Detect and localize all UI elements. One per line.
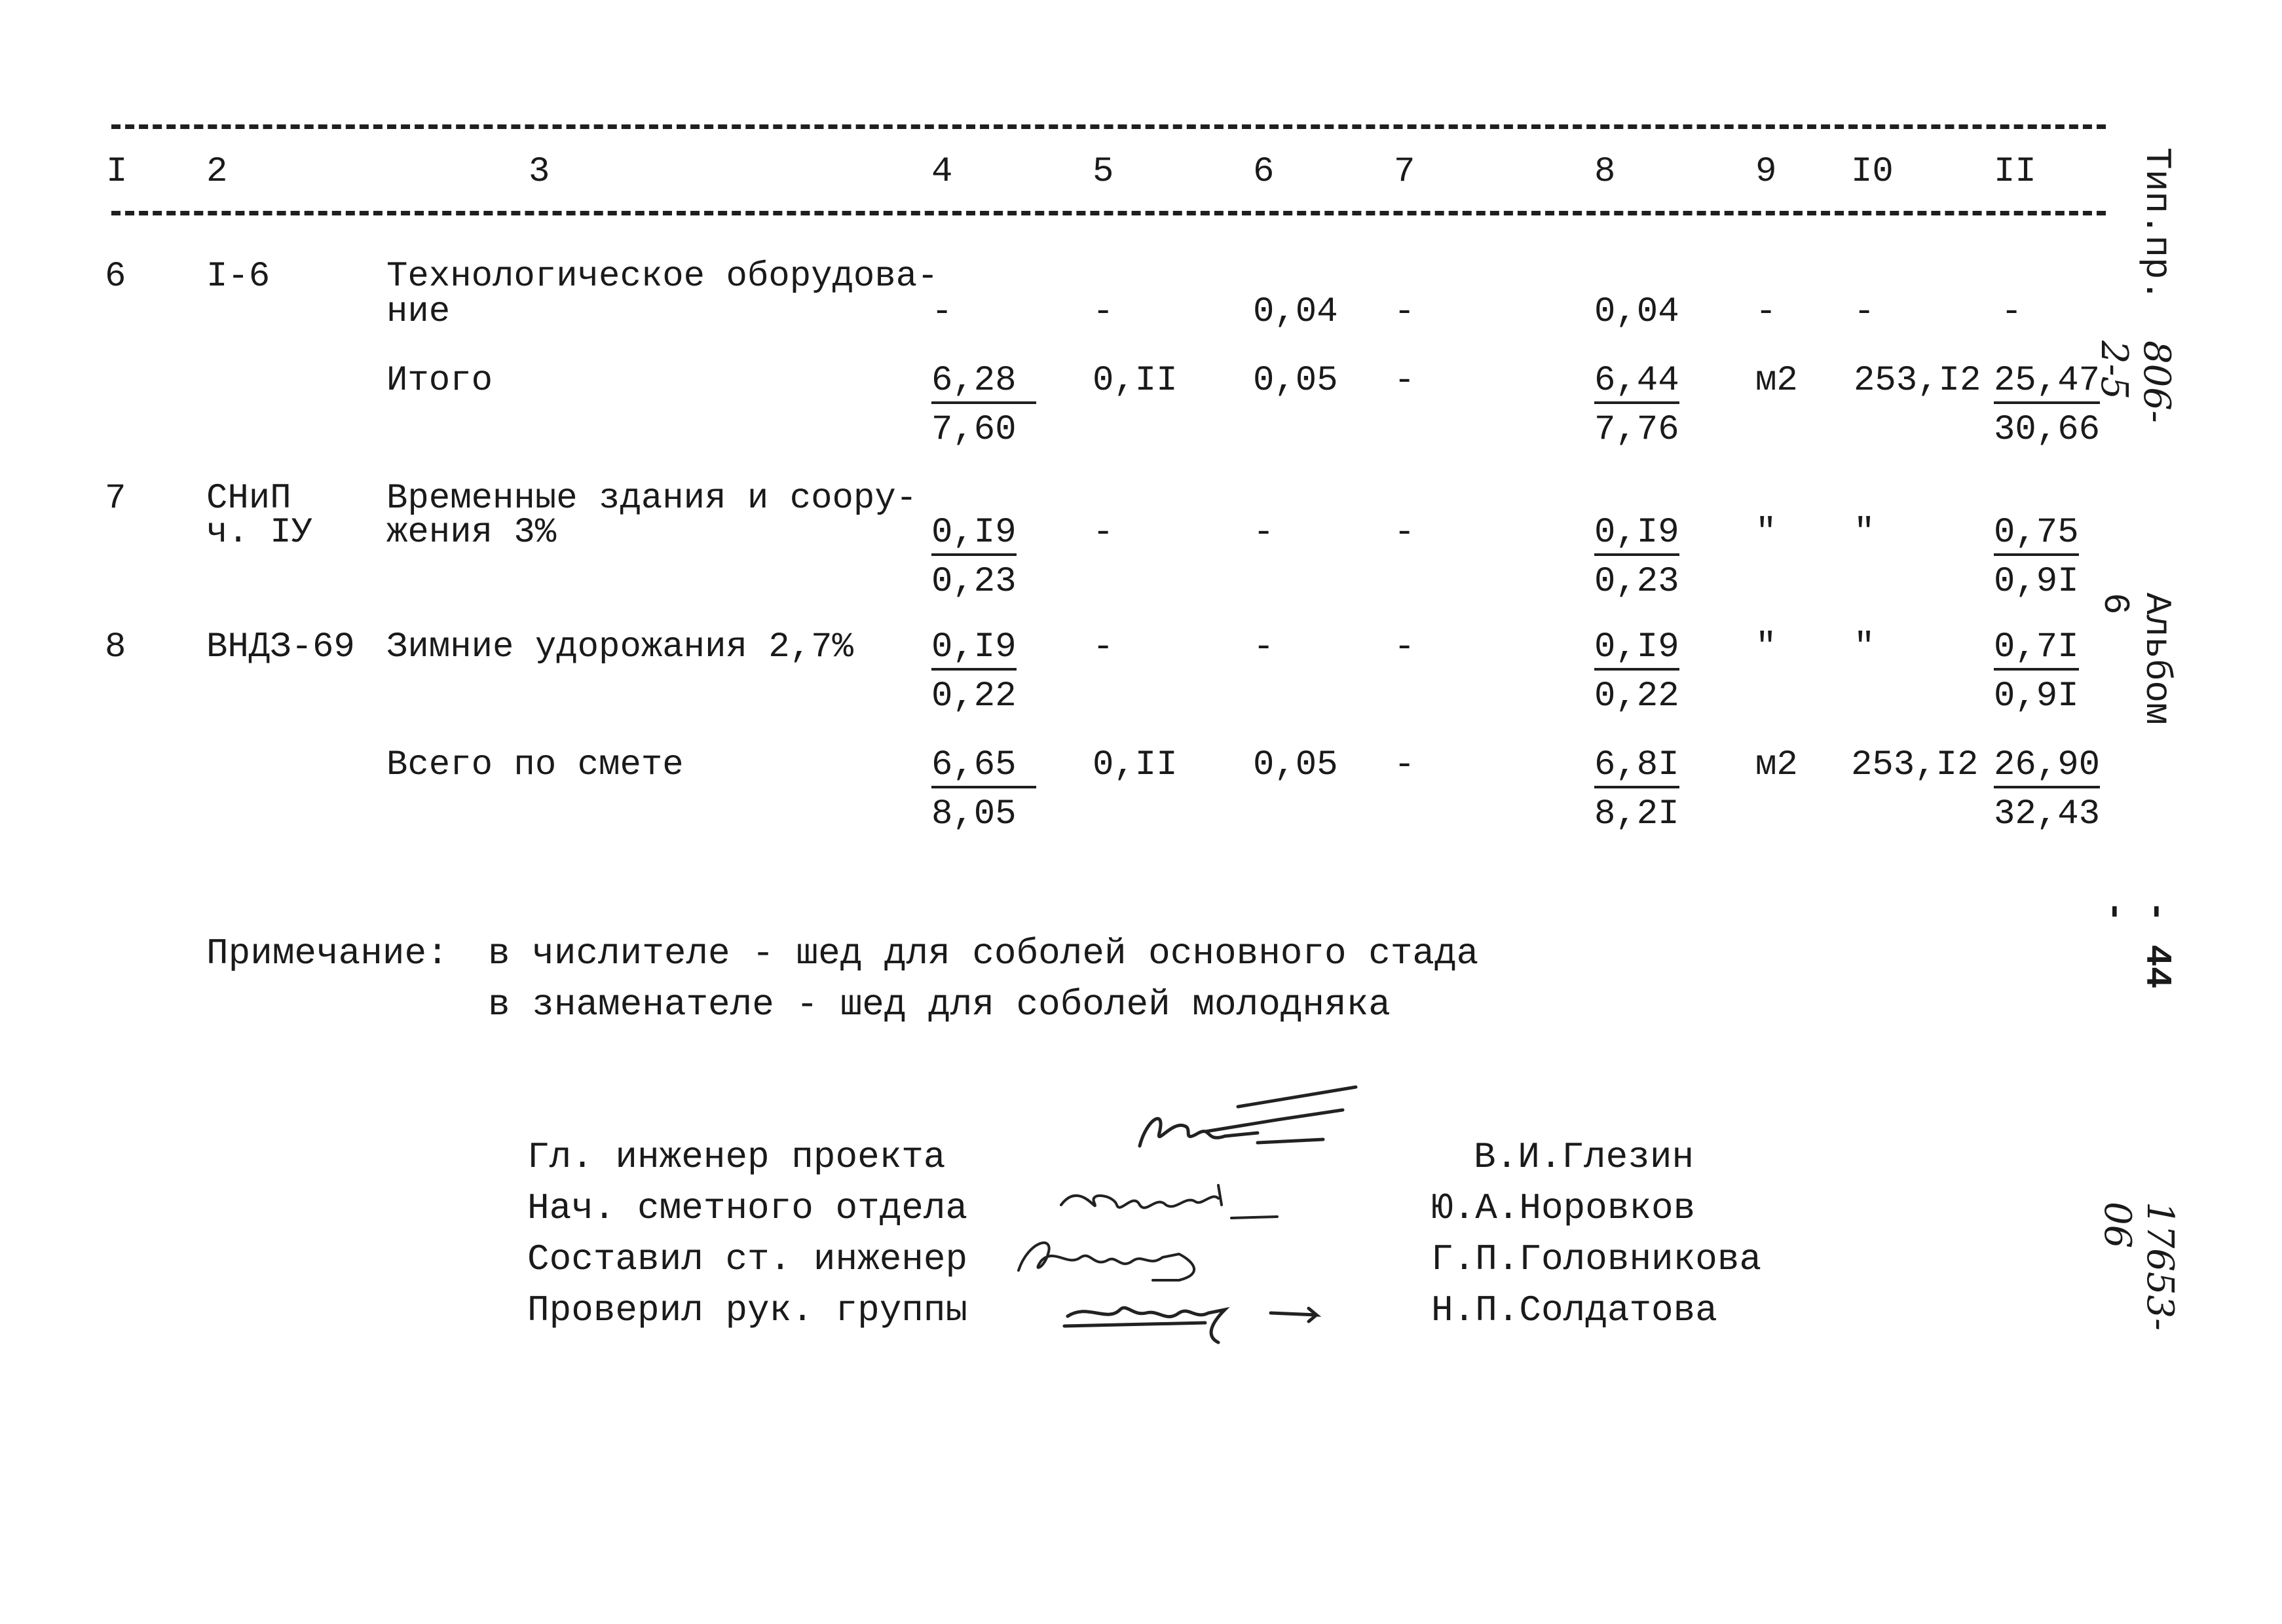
row-7-code-line2: ч. IУ (206, 513, 313, 553)
row-8-name: Зимние удорожания 2,7% (386, 627, 853, 667)
signature-name-compiler: Г.П.Головникова (1431, 1238, 1762, 1280)
row-7-c4-numerator: 0,I9 (931, 515, 1017, 556)
side-inventory-number: 17653-06 (2096, 1202, 2181, 1331)
row-6-code: I-6 (206, 257, 271, 297)
subtotal-c11-denominator: 30,66 (1994, 410, 2101, 450)
row-8-c11-numerator: 0,7I (1994, 630, 2079, 671)
subtotal-label: Итого (386, 361, 493, 401)
row-8-c6: - (1253, 627, 1275, 667)
row-6-c6: 0,04 (1253, 292, 1338, 332)
note-label: Примечание: (206, 932, 449, 974)
row-8-c4-numerator: 0,I9 (931, 630, 1017, 671)
row-7-c11-denominator: 0,9I (1994, 562, 2079, 602)
col-header-9: 9 (1755, 152, 1777, 192)
row-6-c9: - (1755, 292, 1777, 332)
row-7-c4-denominator: 0,23 (931, 562, 1017, 602)
col-header-7: 7 (1394, 152, 1415, 192)
col-header-2: 2 (206, 152, 228, 192)
subtotal-c11-numerator: 25,47 (1994, 363, 2100, 404)
row-8-c7: - (1394, 627, 1415, 667)
subtotal-c6: 0,05 (1253, 361, 1338, 401)
total-c10: 253,I2 (1851, 745, 1979, 785)
row-7-c10: " (1854, 513, 1875, 553)
total-c4-denominator: 8,05 (931, 794, 1017, 834)
row-7-number: 7 (105, 479, 126, 519)
side-project-number: 806-2-5 (2093, 341, 2178, 423)
subtotal-c9: м2 (1755, 361, 1798, 401)
subtotal-c7: - (1394, 361, 1415, 401)
handwritten-signature-1 (1127, 1080, 1375, 1159)
total-c11-numerator: 26,90 (1994, 748, 2100, 788)
side-project-label: Тип.пр. (2136, 147, 2178, 302)
signature-name-chief-engineer: В.И.Глезин (1474, 1136, 1694, 1178)
row-8-c9: " (1755, 627, 1777, 667)
total-c8-denominator: 8,2I (1594, 794, 1679, 834)
row-8-c8-numerator: 0,I9 (1594, 630, 1679, 671)
col-header-5: 5 (1093, 152, 1114, 192)
header-top-rule (111, 124, 2106, 129)
col-header-8: 8 (1594, 152, 1616, 192)
row-7-c6: - (1253, 513, 1275, 553)
total-label: Всего по смете (386, 745, 684, 785)
total-c5: 0,II (1093, 745, 1178, 785)
total-c4-numerator: 6,65 (931, 748, 1036, 788)
row-7-c5: - (1093, 513, 1114, 553)
header-bottom-rule (111, 211, 2106, 215)
row-6-c7: - (1394, 292, 1415, 332)
row-6-name-line1: Технологическое оборудова- (386, 257, 939, 297)
col-header-6: 6 (1253, 152, 1275, 192)
note-line2: в знаменателе - шед для соболей молодняка (488, 984, 1391, 1025)
row-6-c10: - (1854, 292, 1875, 332)
row-6-c5: - (1093, 292, 1114, 332)
signature-name-estimate-head: Ю.А.Норовков (1431, 1187, 1696, 1229)
row-7-c11-numerator: 0,75 (1994, 515, 2079, 556)
row-6-c8: 0,04 (1594, 292, 1679, 332)
total-c8-numerator: 6,8I (1594, 748, 1679, 788)
handwritten-signature-4 (1055, 1277, 1336, 1349)
signature-role-checker: Проверил рук. группы (527, 1289, 968, 1331)
total-c7: - (1394, 745, 1415, 785)
row-6-c11: - (2001, 292, 2023, 332)
row-7-c7: - (1394, 513, 1415, 553)
row-8-c4-denominator: 0,22 (931, 676, 1017, 716)
subtotal-c4-denominator: 7,60 (931, 410, 1017, 450)
total-c6: 0,05 (1253, 745, 1338, 785)
total-c9: м2 (1755, 745, 1798, 785)
row-7-code-line1: СНиП (206, 479, 291, 519)
subtotal-c4-numerator: 6,28 (931, 363, 1036, 404)
note-line1: в числителе - шед для соболей основного стада (488, 932, 1479, 974)
row-6-c4: - (931, 292, 953, 332)
row-6-number: 6 (105, 257, 126, 297)
col-header-3: 3 (529, 152, 550, 192)
row-6-name-line2: ние (386, 292, 451, 332)
signature-role-compiler: Составил ст. инженер (527, 1238, 968, 1280)
subtotal-c10: 253,I2 (1854, 361, 1981, 401)
subtotal-c5: 0,II (1093, 361, 1178, 401)
row-7-c9: " (1755, 513, 1777, 553)
signature-name-checker: Н.П.Солдатова (1431, 1289, 1717, 1331)
signature-role-estimate-head: Нач. сметного отдела (527, 1187, 968, 1229)
subtotal-c8-denominator: 7,76 (1594, 410, 1679, 450)
row-7-name-line2: жения 3% (386, 513, 557, 553)
col-header-1: I (106, 152, 128, 192)
col-header-10: I0 (1851, 152, 1894, 192)
row-8-c10: " (1854, 627, 1875, 667)
row-8-c5: - (1093, 627, 1114, 667)
row-8-number: 8 (105, 627, 126, 667)
row-7-c8-denominator: 0,23 (1594, 562, 1679, 602)
side-album: Альбом 6 (2094, 593, 2178, 725)
col-header-11: II (1994, 152, 2036, 192)
row-8-c11-denominator: 0,9I (1994, 676, 2079, 716)
row-8-code: ВНДЗ-69 (206, 627, 355, 667)
subtotal-c8-numerator: 6,44 (1594, 363, 1679, 404)
side-page-number: - 44 - (2094, 900, 2178, 989)
row-7-c8-numerator: 0,I9 (1594, 515, 1679, 556)
total-c11-denominator: 32,43 (1994, 794, 2101, 834)
signature-role-chief-engineer: Гл. инженер проекта (527, 1136, 946, 1178)
row-8-c8-denominator: 0,22 (1594, 676, 1679, 716)
row-7-name-line1: Временные здания и соору- (386, 479, 918, 519)
col-header-4: 4 (931, 152, 953, 192)
